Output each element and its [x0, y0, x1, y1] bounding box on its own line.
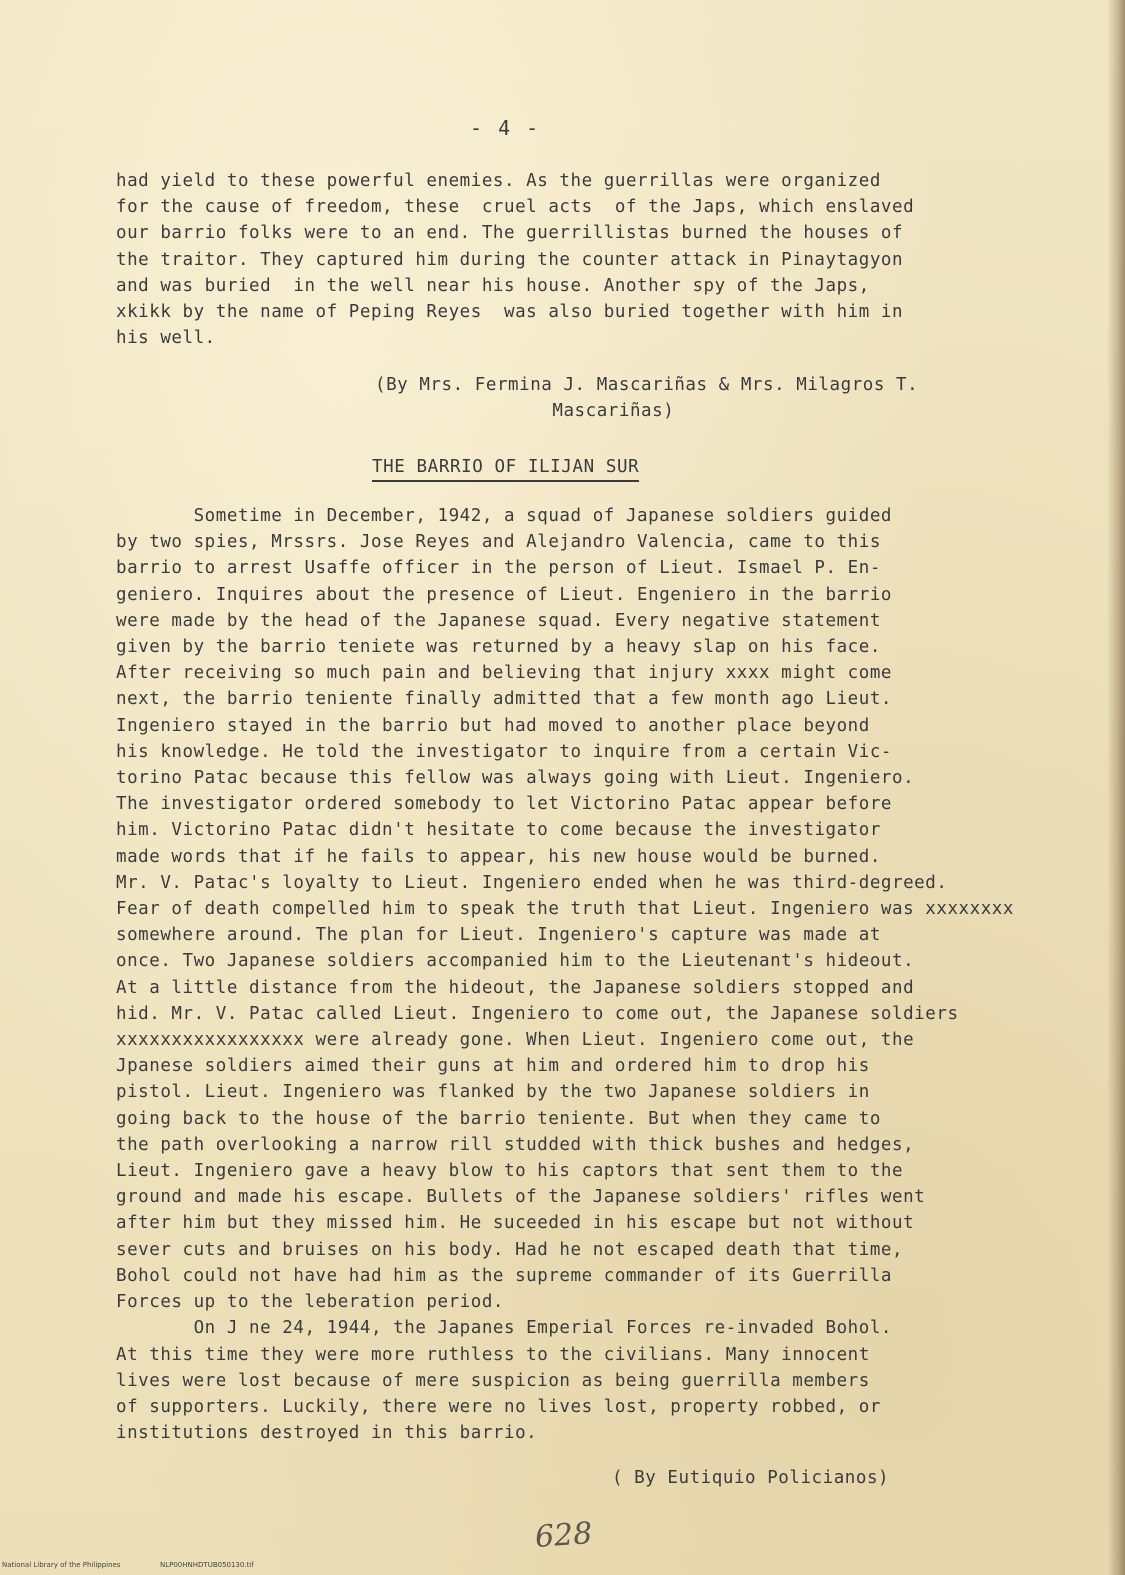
byline-policianos: ( By Eutiquio Policianos): [612, 1468, 890, 1488]
footer-library-credit: National Library of the Philippines: [2, 1561, 121, 1569]
section-heading: THE BARRIO OF ILIJAN SUR: [372, 457, 639, 482]
handwritten-page-number: 628: [533, 1516, 594, 1555]
page-edge-shadow: [1107, 0, 1125, 1575]
paragraph-ilijan-sur: Sometime in December, 1942, a squad of Japanese soldiers guided by two spies, Mrssrs. Jose Reyes and Alejandro Valencia, came to this barrio to arrest Usaffe officer in the person of Lieut. Ismael P. En- geniero. Inquires about the presence of Lieut. Engeniero in the barrio were made by the head of the Japanese squad. Every negative statement given by the barrio teniete was returned by a heavy slap on his face. After receiving so much pain and believing that injury xxxx might come next, the barrio teniente finally admitted that a few month ago Lieut. Ingeniero stayed in the barrio but had moved to another place beyond his knowledge. He told the investigator to inquire from a certain Vic- torino Patac because this fellow was always going with Lieut. Ingeniero. The investigator ordered somebody to let Victorino Patac appear before him. Victorino Patac didn't hesitate to come because the investigator made words that if he fails to appear, his new house would be burned. Mr. V. Patac's loyalty to Lieut. Ingeniero ended when he was third-degreed. Fear of death compelled him to speak the truth that Lieut. Ingeniero was xxxxxxxx somewhere around. The plan for Lieut. Ingeniero's capture was made at once. Two Japanese soldiers accompanied him to the Lieutenant's hideout. At a little distance from the hideout, the Japanese soldiers stopped and hid. Mr. V. Patac called Lieut. Ingeniero to come out, the Japanese soldiers xxxxxxxxxxxxxxxxx were already gone. When Lieut. Ingeniero come out, the Jpanese soldiers aimed their guns at him and ordered him to drop his pistol. Lieut. Ingeniero was flanked by the two Japanese soldiers in going back to the house of the barrio teniente. But when they came to the path overlooking a narrow rill studded with thick bushes and hedges, Lieut. Ingeniero gave a heavy blow to his captors that sent them to the ground and made his escape. Bullets of the Japanese soldiers' rifles went after him but they missed him. He suceeded in his escape but not without sever cuts and bruises on his body. Had he not escaped death that time, Bohol could not have had him as the supreme commander of its Guerrilla Forces up to the leberation period. On J ne 24, 1944, the Japanes Emperial Forces re-invaded Bohol. At this time they were more ruthless to the civilians. Many innocent lives were lost because of mere suspicion as being guerrilla members of supporters. Luckily, there were no lives lost, property robbed, or institutions destroyed in this barrio.: [116, 506, 1014, 1444]
byline-mascarinas: (By Mrs. Fermina J. Mascariñas & Mrs. Milagros T. Mascariñas): [375, 375, 919, 421]
page-number: - 4 -: [470, 116, 541, 140]
paragraph-guerrillas: had yield to these powerful enemies. As the guerrillas were organized for the cause of freedom, these cruel acts of the Japs, which enslaved our barrio folks were to an end. The guerrillistas burned the houses of the traitor. They captured him during the counter attack in Pinaytagyon and was buried in the well near his house. Another spy of the Japs, xkikk by the name of Peping Reyes was also buried together with him in his well.: [116, 171, 915, 349]
footer-file-name: NLP00HNHDTUB050130.tif: [160, 1561, 254, 1569]
